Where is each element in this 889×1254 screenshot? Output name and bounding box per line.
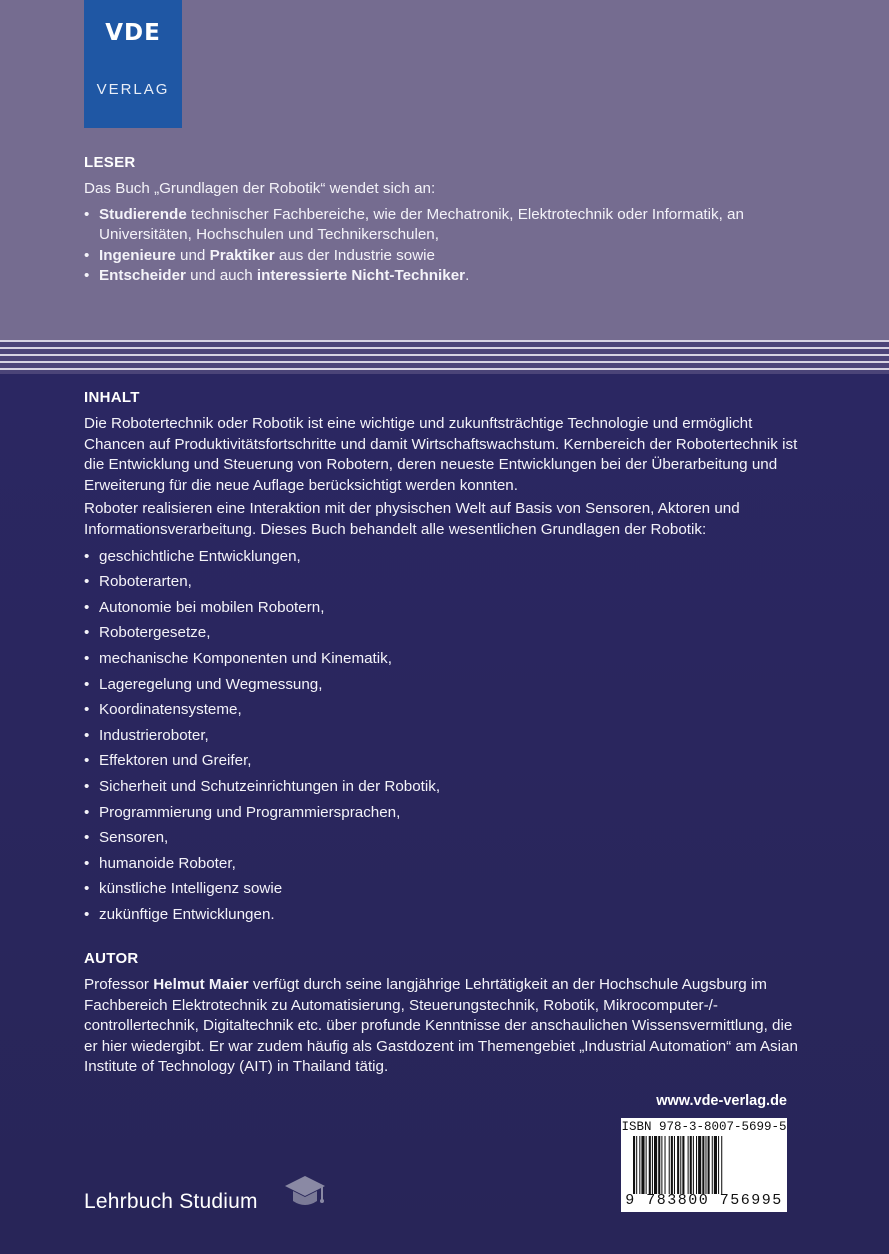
publisher-website: www.vde-verlag.de xyxy=(656,1093,787,1109)
series-label: Lehrbuch Studium xyxy=(84,1190,258,1213)
stripe-divider xyxy=(0,340,889,374)
autor-heading: AUTOR xyxy=(84,950,139,967)
list-item: • Robotergesetze, xyxy=(84,620,804,646)
isbn-label: ISBN 978-3-8007-5699-5 xyxy=(621,1120,787,1134)
list-item: • Industrieroboter, xyxy=(84,723,804,749)
list-item: • Sensoren, xyxy=(84,825,804,851)
list-item: • künstliche Intelligenz sowie xyxy=(84,876,804,902)
list-item: • Roboterarten, xyxy=(84,569,804,595)
list-item: • Sicherheit und Schutzeinrichtungen in der Robotik, xyxy=(84,774,804,800)
inhalt-heading: INHALT xyxy=(84,389,140,406)
isbn-barcode xyxy=(621,1118,787,1212)
autor-paragraph: Professor Helmut Maier verfügt durch seine langjährige Lehrtätigkeit an der Hochschule Augsburg im Fachbereich Elektrotechnik zu Automatisierung, Steuerungstechnik, Robotik, Mikrocomputer-/-controllertechnik, Digitaltechnik etc. über profunde Kenntnisse der anschaulichen Wissensvermittlung, die er hier wiedergibt. Er war zudem häufig als Gastdozent im Themengebiet „Industrial Automation“ am Asian Institute of Technology (AIT) in Thailand tätig. xyxy=(84,976,798,1076)
logo-mark: VDE xyxy=(105,20,161,46)
list-item: • Autonomie bei mobilen Robotern, xyxy=(84,595,804,621)
leser-section xyxy=(84,179,804,287)
list-item: • Ingenieure und Praktiker aus der Industrie sowie xyxy=(84,246,804,267)
barcode-bars xyxy=(633,1136,783,1194)
graduation-cap-icon xyxy=(283,1170,327,1214)
list-item: • Koordinatensysteme, xyxy=(84,697,804,723)
leser-intro: Das Buch „Grundlagen der Robotik“ wendet sich an: xyxy=(84,180,436,197)
author-name: Helmut Maier xyxy=(153,976,249,993)
list-item: • zukünftige Entwicklungen. xyxy=(84,902,804,928)
list-item: • Lageregelung und Wegmessung, xyxy=(84,672,804,698)
leser-heading: LESER xyxy=(84,154,136,171)
list-item: • Entscheider und auch interessierte Nicht-Techniker. xyxy=(84,266,804,287)
list-item: • Studierende technischer Fachbereiche, wie der Mechatronik, Elektrotechnik oder Informatik, an Universitäten, Hochschulen und Technikerschulen, xyxy=(84,205,804,246)
list-item: • Effektoren und Greifer, xyxy=(84,748,804,774)
autor-section xyxy=(84,975,804,1078)
list-item: • mechanische Komponenten und Kinematik, xyxy=(84,646,804,672)
leser-list xyxy=(84,205,804,287)
vde-verlag-logo xyxy=(84,0,182,128)
list-item: • Programmierung und Programmiersprachen, xyxy=(84,800,804,826)
barcode-digits: 9 783800 756995 xyxy=(625,1192,783,1209)
list-item: • geschichtliche Entwicklungen, xyxy=(84,544,804,570)
inhalt-paragraph-1: Die Robotertechnik oder Robotik ist eine wichtige und zukunftsträchtige Technologie und ermöglicht Chancen auf Produktivitätsfortschritte und damit Wirtschaftswachstum. Kernbereich der Robotertechnik ist die Entwicklung und Steuerung von Robotern, deren neueste Entwicklungen bei der Überarbeitung und Erweiterung für die neue Auflage berücksichtigt werden konnten. xyxy=(84,415,798,494)
inhalt-paragraph-2: Roboter realisieren eine Interaktion mit der physischen Welt auf Basis von Sensoren, Aktoren und Informationsverarbeitung. Dieses Buch behandelt alle wesentlichen Grundlagen der Robotik: xyxy=(84,500,740,538)
list-item: • humanoide Roboter, xyxy=(84,851,804,877)
inhalt-list xyxy=(84,544,804,928)
inhalt-section xyxy=(84,414,804,927)
logo-sub: VERLAG xyxy=(96,81,170,98)
